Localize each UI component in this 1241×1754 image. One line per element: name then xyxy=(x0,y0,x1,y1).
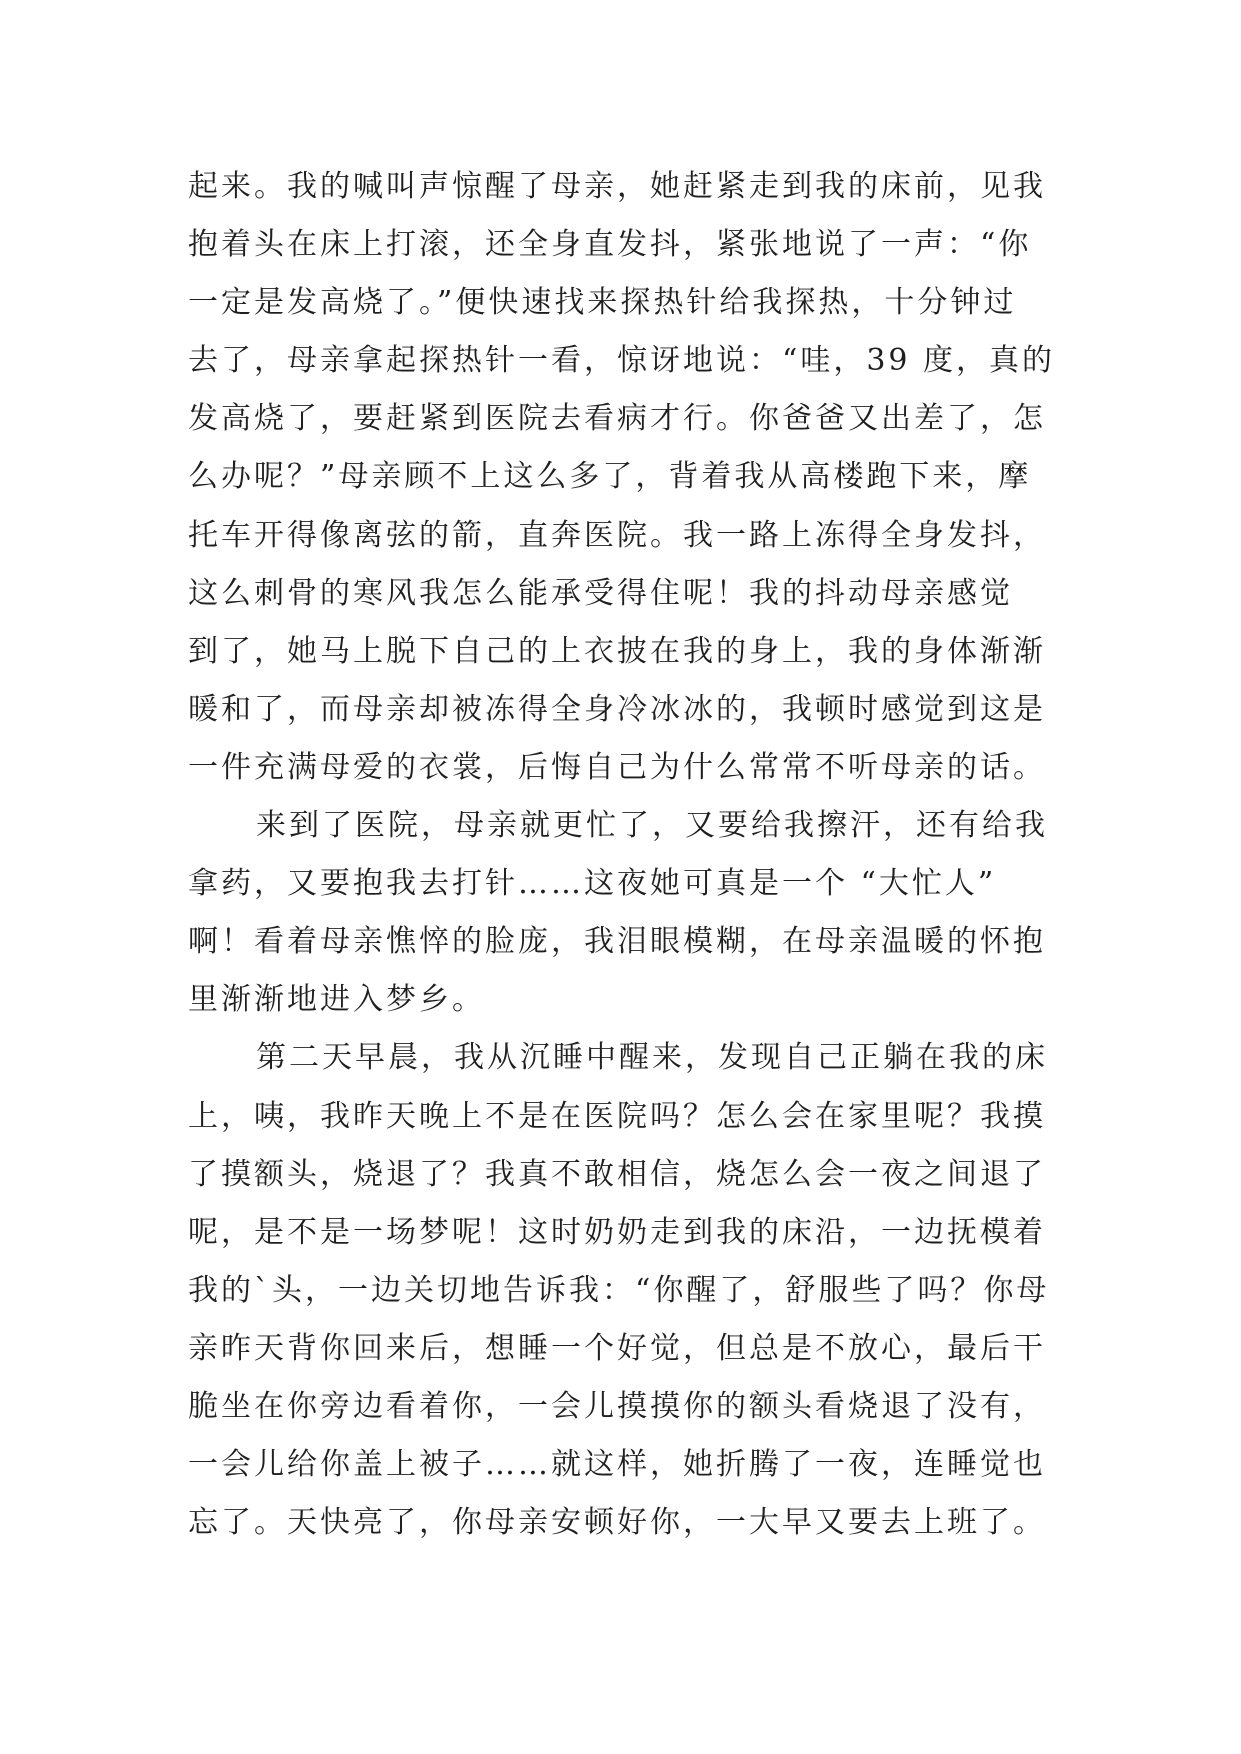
text-line: 暖和了，而母亲却被冻得全身冷冰冰的，我顿时感觉到这是 xyxy=(188,691,1046,727)
text-line: 一会儿给你盖上被子……就这样，她折腾了一夜，连睡觉也 xyxy=(188,1447,1046,1483)
text-line: 呢，是不是一场梦呢！这时奶奶走到我的床沿，一边抚模着 xyxy=(188,1214,1046,1250)
text-line: 抱着头在床上打滚，还全身直发抖，紧张地说了一声：“你 xyxy=(188,227,1032,263)
text-line: 啊！看着母亲憔悴的脸庞，我泪眼模糊，在母亲温暖的怀抱 xyxy=(188,924,1046,960)
text-line: 拿药，又要抱我去打针……这夜她可真是一个 “大忙人” xyxy=(188,866,997,902)
text-line: 上，咦，我昨天晚上不是在医院吗？怎么会在家里呢？我摸 xyxy=(188,1098,1046,1134)
text-line: 么办呢？”母亲顾不上这么多了，背着我从高楼跑下来，摩 xyxy=(188,459,1032,495)
text-line: 到了，她马上脱下自己的上衣披在我的身上，我的身体渐渐 xyxy=(188,633,1046,669)
text-line: 了摸额头，烧退了？我真不敢相信，烧怎么会一夜之间退了 xyxy=(188,1156,1046,1192)
text-line: 脆坐在你旁边看着你，一会儿摸摸你的额头看烧退了没有， xyxy=(188,1388,1046,1424)
text-line: 一件充满母爱的衣裳，后悔自己为什么常常不听母亲的话。 xyxy=(188,749,1046,785)
text-line: 去了，母亲拿起探热针一看，惊讶地说：“哇，39 度，真的 xyxy=(188,343,1056,379)
text-line-indented: 来到了医院，母亲就更忙了，又要给我擦汗，还有给我 xyxy=(256,808,1048,844)
text-line: 一定是发高烧了。”便快速找来探热针给我探热，十分钟过 xyxy=(188,285,1017,321)
text-line: 里渐渐地进入梦乡。 xyxy=(188,982,485,1018)
text-line: 亲昨天背你回来后，想睡一个好觉，但总是不放心，最后干 xyxy=(188,1330,1046,1366)
text-line-indented: 第二天早晨，我从沉睡中醒来，发现自己正躺在我的床 xyxy=(256,1040,1048,1076)
body-text xyxy=(188,158,1078,1552)
text-line: 我的`头，一边关切地告诉我：“你醒了，舒服些了吗？你母 xyxy=(188,1272,1050,1308)
text-line: 忘了。天快亮了，你母亲安顿好你，一大早又要去上班了。 xyxy=(188,1505,1046,1541)
text-line: 托车开得像离弦的箭，直奔医院。我一路上冻得全身发抖， xyxy=(188,517,1046,553)
text-line: 发高烧了，要赶紧到医院去看病才行。你爸爸又出差了，怎 xyxy=(188,401,1046,437)
text-line: 这么刺骨的寒风我怎么能承受得住呢！我的抖动母亲感觉 xyxy=(188,575,1013,611)
text-line: 起来。我的喊叫声惊醒了母亲，她赶紧走到我的床前，见我 xyxy=(188,169,1046,204)
